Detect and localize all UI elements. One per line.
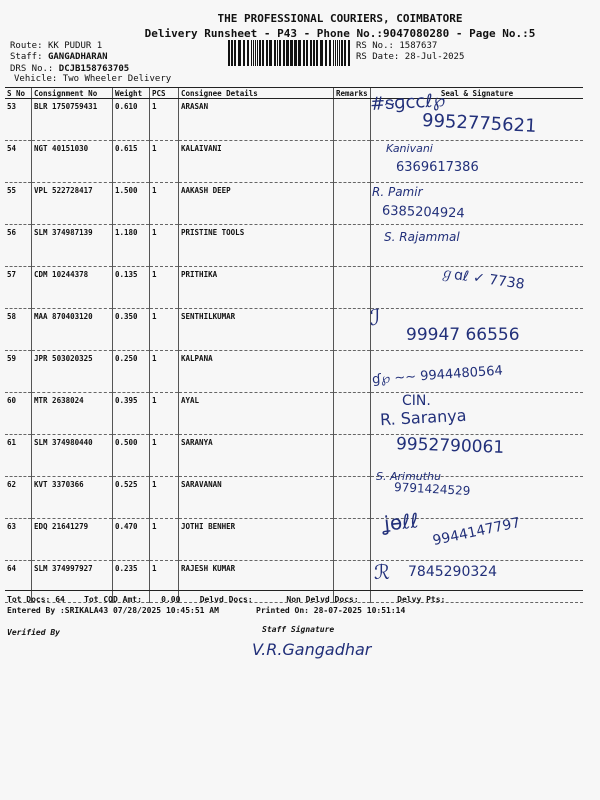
- cell-weight: 0.615: [113, 141, 150, 183]
- col-sno: S No: [5, 88, 32, 99]
- cell-sno: 59: [5, 351, 32, 393]
- col-signature: Seal & Signature: [371, 88, 584, 99]
- cell-consignment: EDQ 21641279: [32, 519, 113, 561]
- table-row: [5, 393, 583, 435]
- cell-consignee: KALAIVANI: [179, 141, 334, 183]
- barcode-bar: [269, 40, 272, 66]
- barcode-bar: [253, 40, 254, 66]
- cell-consignee: SARAVANAN: [179, 477, 334, 519]
- barcode-bar: [228, 40, 230, 66]
- barcode-bar: [341, 40, 343, 66]
- handwritten-phone: 9952775621: [421, 110, 538, 137]
- handwritten-text: CIN.: [402, 393, 431, 409]
- cell-weight: 0.235: [113, 561, 150, 603]
- handwritten-name: Kanivani: [386, 142, 433, 155]
- vehicle-line: Vehicle: Two Wheeler Delivery: [14, 74, 172, 84]
- cell-consignee: PRISTINE TOOLS: [179, 225, 334, 267]
- barcode-bar: [348, 40, 350, 66]
- col-consignee: Consignee Details: [179, 88, 334, 99]
- signature-scribble: ɠ℘ ~~ 9944480564: [371, 363, 504, 388]
- cell-sno: 64: [5, 561, 32, 603]
- cell-consignment: SLM 374997927: [32, 561, 113, 603]
- handwritten-phone: 9952790061: [395, 434, 505, 458]
- verified-by-label: Verified By: [7, 628, 60, 637]
- col-weight: Weight: [113, 88, 150, 99]
- handwritten-phone: 6369617386: [396, 160, 479, 175]
- cell-weight: 0.610: [113, 99, 150, 141]
- cell-consignee: JOTHI BENHER: [179, 519, 334, 561]
- route-line: Route: KK PUDUR 1: [10, 41, 103, 51]
- handwritten-name: S. Arimuthu: [376, 470, 442, 483]
- barcode-bar: [329, 40, 331, 66]
- footer-divider: [5, 590, 583, 591]
- tot-docs-value: 64: [55, 595, 65, 604]
- cell-consignee: SENTHILKUMAR: [179, 309, 334, 351]
- handwritten-phone: 7845290324: [408, 564, 498, 580]
- cell-weight: 0.135: [113, 267, 150, 309]
- table-row: [5, 225, 583, 267]
- rs-no-line: RS No.: 1587637: [356, 41, 438, 51]
- cell-consignee: SARANYA: [179, 435, 334, 477]
- barcode-bar: [259, 40, 261, 66]
- cell-remarks: [334, 393, 371, 435]
- footer-totals: Tot Docs: 64 Tot COD Amt: 0.00 Delvd Docs: Non Delvd Docs: Delvy Pts:: [7, 595, 446, 604]
- handwritten-phone: 99947 66556: [406, 325, 520, 345]
- cell-weight: 0.525: [113, 477, 150, 519]
- barcode-bar: [234, 40, 236, 66]
- drs-line: DRS No.: DCJB158763705: [10, 64, 130, 74]
- tot-cod-value: 0.00: [161, 595, 181, 604]
- cell-consignee: PRITHIKA: [179, 267, 334, 309]
- barcode-bar: [247, 40, 249, 66]
- cell-weight: 0.395: [113, 393, 150, 435]
- cell-consignment: JPR 503020325: [32, 351, 113, 393]
- rs-date-value: 28-Jul-2025: [404, 52, 465, 62]
- cell-consignee: KALPANA: [179, 351, 334, 393]
- barcode-bar: [339, 40, 340, 66]
- barcode-bar: [294, 40, 297, 66]
- cell-weight: 0.350: [113, 309, 150, 351]
- route-value: KK PUDUR 1: [47, 41, 103, 51]
- barcode-bar: [286, 40, 289, 66]
- cell-remarks: [334, 519, 371, 561]
- vehicle-value: Two Wheeler Delivery: [62, 74, 172, 84]
- barcode-bar: [310, 40, 312, 66]
- handwritten-phone: 9944147797: [431, 514, 522, 550]
- handwritten-name: R. Pamir: [372, 185, 423, 199]
- cell-remarks: [334, 351, 371, 393]
- cell-sno: 62: [5, 477, 32, 519]
- cell-pcs: 1: [150, 309, 179, 351]
- cell-sno: 54: [5, 141, 32, 183]
- signature-scribble: #ᵴɡccℓ℘: [369, 90, 446, 115]
- entered-by: Entered By :SRIKALA43 07/28/2025 10:45:51 AM: [7, 606, 219, 615]
- cell-pcs: 1: [150, 519, 179, 561]
- barcode-bar: [283, 40, 285, 66]
- cell-pcs: 1: [150, 225, 179, 267]
- rs-no-value: 1587637: [399, 41, 438, 51]
- cell-pcs: 1: [150, 183, 179, 225]
- table-row: [5, 183, 583, 225]
- cell-pcs: 1: [150, 561, 179, 603]
- staff-signature-label: Staff Signature: [262, 625, 335, 634]
- cell-consignee: ARASAN: [179, 99, 334, 141]
- barcode-bar: [320, 40, 323, 66]
- cell-pcs: 1: [150, 393, 179, 435]
- company-title: THE PROFESSIONAL COURIERS, COIMBATORE: [217, 12, 463, 25]
- cell-remarks: [334, 309, 371, 351]
- cell-consignment: VPL 522728417: [32, 183, 113, 225]
- cell-weight: 0.500: [113, 435, 150, 477]
- handwritten-phone: 6385204924: [381, 203, 465, 222]
- cell-sno: 60: [5, 393, 32, 435]
- barcode-bar: [298, 40, 301, 66]
- barcode-bar: [306, 40, 308, 66]
- barcode-bar: [344, 40, 346, 66]
- barcode-bar: [335, 40, 336, 66]
- cell-pcs: 1: [150, 99, 179, 141]
- table-header-row: [5, 88, 583, 99]
- cell-consignment: SLM 374980440: [32, 435, 113, 477]
- staff-value: GANGADHARAN: [47, 52, 108, 62]
- cell-consignment: KVT 3370366: [32, 477, 113, 519]
- cell-sno: 53: [5, 99, 32, 141]
- cell-remarks: [334, 99, 371, 141]
- barcode-bar: [231, 40, 233, 66]
- drs-value: DCJB158763705: [58, 64, 130, 74]
- barcode-bar: [313, 40, 315, 66]
- barcode-bar: [266, 40, 268, 66]
- cell-weight: 1.500: [113, 183, 150, 225]
- barcode-image: [228, 40, 350, 66]
- printed-on: Printed On: 28-07-2025 10:51:14: [256, 606, 406, 615]
- cell-consignment: MAA 870403120: [32, 309, 113, 351]
- cell-pcs: 1: [150, 351, 179, 393]
- barcode-bar: [238, 40, 241, 66]
- col-pcs: PCS: [150, 88, 179, 99]
- barcode-bar: [251, 40, 252, 66]
- cell-pcs: 1: [150, 477, 179, 519]
- cell-remarks: [334, 141, 371, 183]
- cell-weight: 0.470: [113, 519, 150, 561]
- table-row: [5, 477, 583, 519]
- cell-sno: 56: [5, 225, 32, 267]
- cell-consignment: MTR 2638024: [32, 393, 113, 435]
- cell-consignment: SLM 374987139: [32, 225, 113, 267]
- cell-sno: 57: [5, 267, 32, 309]
- cell-sno: 61: [5, 435, 32, 477]
- handwritten-phone: 9791424529: [393, 480, 471, 498]
- barcode-bar: [303, 40, 305, 66]
- barcode-bar: [325, 40, 327, 66]
- runsheet-title: Delivery Runsheet - P43 - Phone No.:9047080280 - Page No.:5: [144, 27, 536, 40]
- barcode-bar: [262, 40, 264, 66]
- handwritten-name: R. Saranya: [379, 405, 467, 430]
- cell-remarks: [334, 225, 371, 267]
- signature-scribble: ℛ: [374, 560, 390, 584]
- barcode-bar: [290, 40, 293, 66]
- col-remarks: Remarks: [334, 88, 371, 99]
- barcode-bar: [316, 40, 318, 66]
- table-row: [5, 141, 583, 183]
- cell-sno: 58: [5, 309, 32, 351]
- cell-sno: 55: [5, 183, 32, 225]
- barcode-bar: [274, 40, 276, 66]
- cell-remarks: [334, 477, 371, 519]
- barcode-bar: [333, 40, 334, 66]
- cell-consignee: RAJESH KUMAR: [179, 561, 334, 603]
- barcode-bar: [243, 40, 245, 66]
- signature-scribble: ʝɵℓℓ: [382, 508, 420, 536]
- cell-weight: 1.180: [113, 225, 150, 267]
- staff-handwritten-signature: V.R.Gangadhar: [252, 640, 372, 659]
- cell-consignment: CDM 10244378: [32, 267, 113, 309]
- staff-line: Staff: GANGADHARAN: [10, 52, 108, 62]
- cell-weight: 0.250: [113, 351, 150, 393]
- cell-remarks: [334, 435, 371, 477]
- cell-consignment: BLR 1750759431: [32, 99, 113, 141]
- cell-consignee: AAKASH DEEP: [179, 183, 334, 225]
- cell-pcs: 1: [150, 267, 179, 309]
- col-consignment: Consignment No: [32, 88, 113, 99]
- cell-consignment: NGT 40151030: [32, 141, 113, 183]
- handwritten-name: S. Rajammal: [384, 230, 460, 244]
- rs-date-line: RS Date: 28-Jul-2025: [356, 52, 465, 62]
- signature-scribble: ℊɑℓ ✓ 7738: [439, 265, 526, 293]
- cell-remarks: [334, 183, 371, 225]
- cell-remarks: [334, 267, 371, 309]
- barcode-bar: [257, 40, 258, 66]
- cell-sno: 63: [5, 519, 32, 561]
- barcode-bar: [337, 40, 338, 66]
- cell-consignee: AYAL: [179, 393, 334, 435]
- barcode-bar: [277, 40, 278, 66]
- barcode-bar: [279, 40, 281, 66]
- barcode-bar: [255, 40, 256, 66]
- cell-pcs: 1: [150, 435, 179, 477]
- cell-pcs: 1: [150, 141, 179, 183]
- signature-scribble: ℐ: [370, 306, 381, 331]
